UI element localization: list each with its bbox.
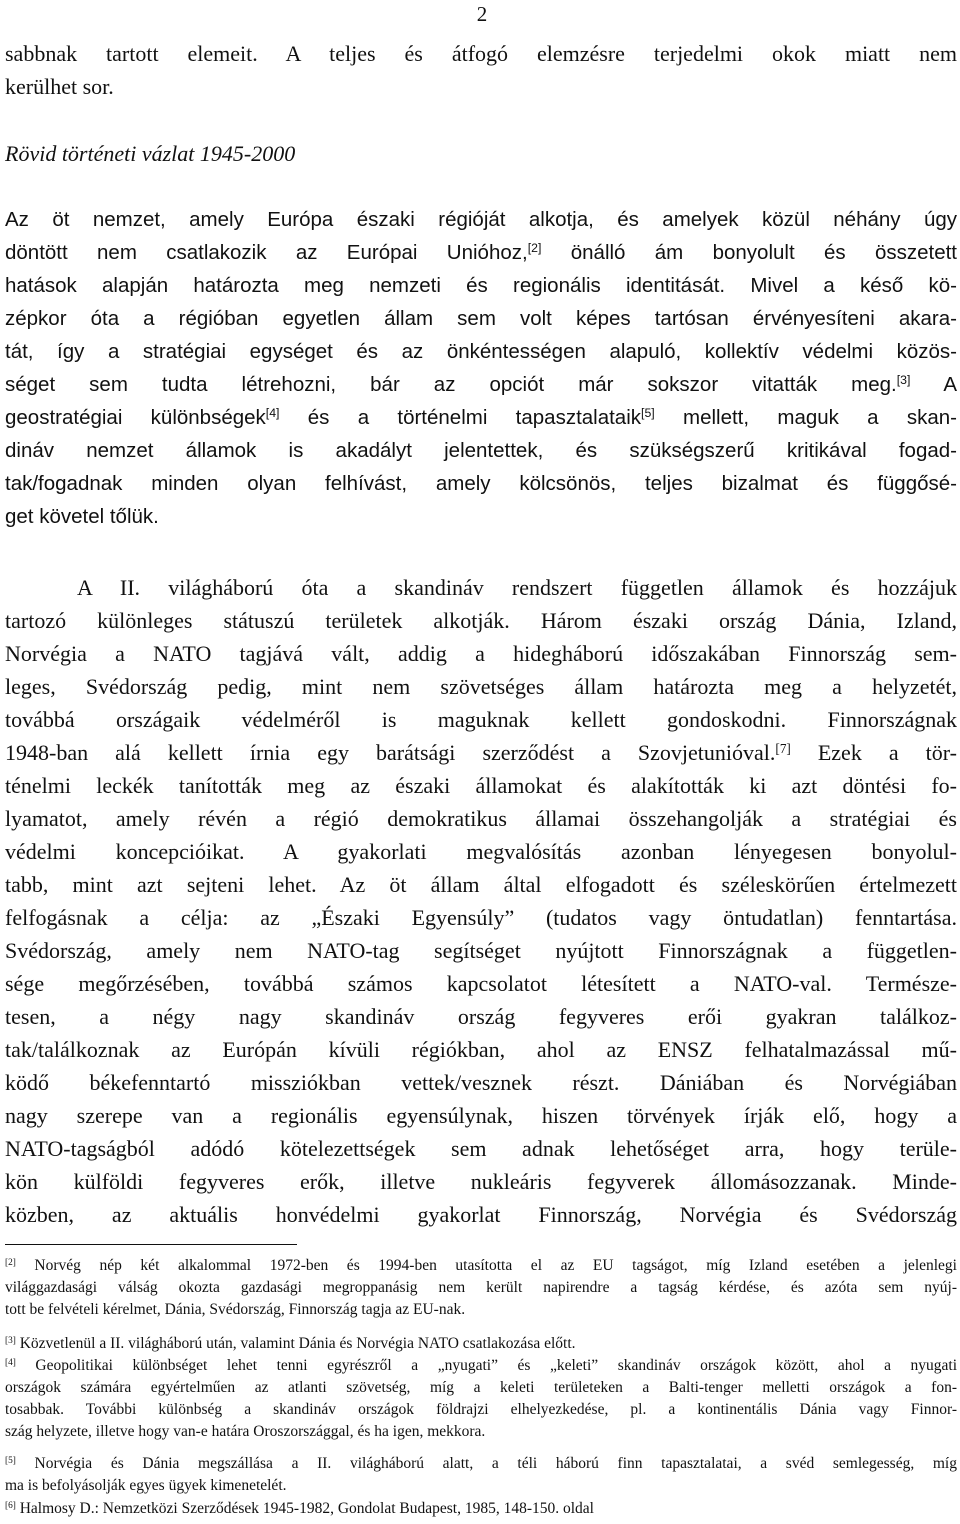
text-line: felfogásnak a célja: az „Északi Egyensúly” (tudatos vagy öntudatlan) fenntartása.: [5, 905, 957, 930]
footnote-marker: [6]: [5, 1500, 16, 1511]
text-line: get követel tőlük.: [5, 505, 159, 528]
footnote-ref[interactable]: [5]: [641, 406, 655, 421]
text-line: 1948-ban alá kellett írnia egy barátsági szerződést a Szovjetunióval.[7] Ezek a tör-: [5, 740, 958, 765]
footnote-line: [6] Halmosy D.: Nemzetközi Szerződések 1945-1982, Gondolat Budapest, 1985, 148-150. oldal: [5, 1500, 594, 1517]
footnote-line: ma is befolyásolják egyes ügyek kimenetelét.: [5, 1477, 287, 1494]
paragraph-continuation: [5, 37, 957, 103]
text-line: A II. világháború óta a skandináv rendszert független államok és hozzájuk: [77, 575, 957, 600]
footnote-marker: [4]: [5, 1357, 16, 1368]
text-line: Az öt nemzet, amely Európa északi régióját alkotja, és amelyek közül néhány úgy: [5, 208, 957, 231]
footnote-3: [5, 1333, 957, 1355]
footnote-line: tosabbak. További különbség a skandináv országok földrajzi elhelyezkedése, pl. a kontinentális Dánia vagy Finnor-: [5, 1401, 957, 1418]
footnote-separator: [5, 1244, 297, 1245]
text-line: tesen, a négy nagy skandináv ország fegyveres erői gyakran találkoz-: [5, 1004, 957, 1029]
footnote-line: [4] Geopolitikai különbséget lehet tenni egyrészről a „nyugati” és „keleti” skandináv országok között, ahol a nyugati: [5, 1357, 957, 1374]
footnote-6: [5, 1498, 957, 1520]
text-line: tabb, mint azt sejteni lehet. Az öt állam által elfogadott és széleskörűen értelmezett: [5, 872, 957, 897]
text-line: kön külföldi fegyveres erők, illetve nukleáris fegyverek állomásozzanak. Minde-: [5, 1169, 957, 1194]
text-line: hatások alapján határozta meg nemzeti és regionális identitását. Mivel a késő kö-: [5, 274, 957, 297]
text-line: döntött nem csatlakozik az Európai Unióhoz,[2] önálló ám bonyolult és összetett: [5, 241, 958, 264]
footnote-5: [5, 1453, 957, 1497]
footnote-ref[interactable]: [7]: [775, 740, 791, 756]
text-line: tát, így a stratégiai egységet és az önkéntességen alapuló, kollektív védelmi közös-: [5, 340, 957, 363]
text-line: sége megőrzésében, továbbá számos kapcsolatot létesített a NATO-val. Természe-: [5, 971, 957, 996]
footnote-line: szág helyzete, illetve hogy van-e határa Oroszországgal, és ha igen, mekkora.: [5, 1423, 486, 1440]
text-line: kerülhet sor.: [5, 74, 114, 99]
text-line: sabbnak tartott elemeit. A teljes és átfogó elemzésre terjedelmi okok miatt nem: [5, 41, 957, 66]
footnote-line: világgazdasági válság okozta gazdasági megroppanásig nem került napirendre a tagság kérdése, és azóta sem nyúj-: [5, 1279, 957, 1296]
page-number: 2: [476, 2, 488, 26]
text-line: lyamatot, amely révén a régió demokratikus államai összehangolják a stratégiai és: [5, 806, 957, 831]
text-line: Norvégia a NATO tagjává vált, addig a hidegháború időszakában Finnország sem-: [5, 641, 957, 666]
text-line: ténelmi leckék tanították meg az északi államokat és alakították ki azt döntési fo-: [5, 773, 957, 798]
text-line: tak/találkoznak az Európán kívüli régiókban, ahol az ENSZ felhatalmazással mű-: [5, 1037, 957, 1062]
footnote-marker: [3]: [5, 1335, 16, 1346]
footnote-marker: [2]: [5, 1257, 16, 1268]
footnote-ref[interactable]: [3]: [896, 373, 911, 388]
text-line: séget sem tudta létrehozni, bár az opciót már sokszor vitatták meg.[3] A: [5, 373, 957, 396]
text-line: nagy szerepe van a regionális egyensúlynak, hiszen törvények írják elő, hogy a: [5, 1103, 957, 1128]
paragraph-2: [5, 571, 957, 1231]
footnote-line: [2] Norvég nép két alkalommal 1972-ben és 1994-ben utasította el az EU tagságot, míg Izland esetében a jelenlegi: [5, 1257, 957, 1274]
text-line: továbbá országaik védelméről is maguknak kellett gondoskodni. Finnországnak: [5, 707, 957, 732]
text-line: ködő békefenntartó missziókban vettek/vesznek részt. Dániában és Norvégiában: [5, 1070, 957, 1095]
footnote-4: [5, 1355, 957, 1443]
text-line: zépkor óta a régióban egyetlen állam sem volt képes tartósan érvényesíteni akara-: [5, 307, 957, 330]
text-line: Svédország, amely nem NATO-tag segítséget nyújtott Finnországnak a független-: [5, 938, 957, 963]
footnote-ref[interactable]: [4]: [265, 406, 280, 421]
footnote-ref[interactable]: [2]: [527, 241, 542, 256]
footnote-2: [5, 1255, 957, 1321]
footnote-marker: [5]: [5, 1455, 16, 1466]
text-line: leges, Svédország pedig, mint nem szövetséges állam határozta meg a helyzetét,: [5, 674, 957, 699]
footnote-line: [5] Norvégia és Dánia megszállása a II. világháború alatt, a téli háború finn tapasztalatai, a svéd semlegesség, míg: [5, 1455, 957, 1472]
footnote-line: [3] Közvetlenül a II. világháború után, valamint Dánia és Norvégia NATO csatlakozása előtt.: [5, 1335, 576, 1352]
text-line: tak/fogadnak minden olyan felhívást, amely kölcsönös, teljes bizalmat és függősé-: [5, 472, 957, 495]
text-line: védelmi koncepcióikat. A gyakorlati megvalósítás azonban lényegesen bonyolul-: [5, 839, 957, 864]
text-line: dináv nemzet államok is akadályt jelentettek, és szükségszerű kritikával fogad-: [5, 439, 957, 462]
footnote-line: tott be felvételi kérelmet, Dánia, Svédország, Finnország tagja az EU-nak.: [5, 1301, 466, 1318]
text-line: geostratégiai különbségek[4] és a történelmi tapasztalataik[5] mellett, maguk a skan-: [5, 406, 957, 429]
text-line: NATO-tagságból adódó kötelezettségek sem adnak lehetőséget arra, hogy terüle-: [5, 1136, 957, 1161]
text-line: tartozó különleges státuszú területek alkotják. Három északi ország Dánia, Izland,: [5, 608, 957, 633]
text-line: közben, az aktuális honvédelmi gyakorlat Finnország, Norvégia és Svédország: [5, 1202, 957, 1227]
footnote-line: országok számára egyértelműen az atlanti szövetség, míg a keleti területeken a Balti-tenger melletti országok a fon-: [5, 1379, 957, 1396]
section-heading: [5, 137, 957, 170]
heading-text: Rövid történeti vázlat 1945-2000: [5, 141, 296, 166]
paragraph-1: [5, 203, 957, 533]
